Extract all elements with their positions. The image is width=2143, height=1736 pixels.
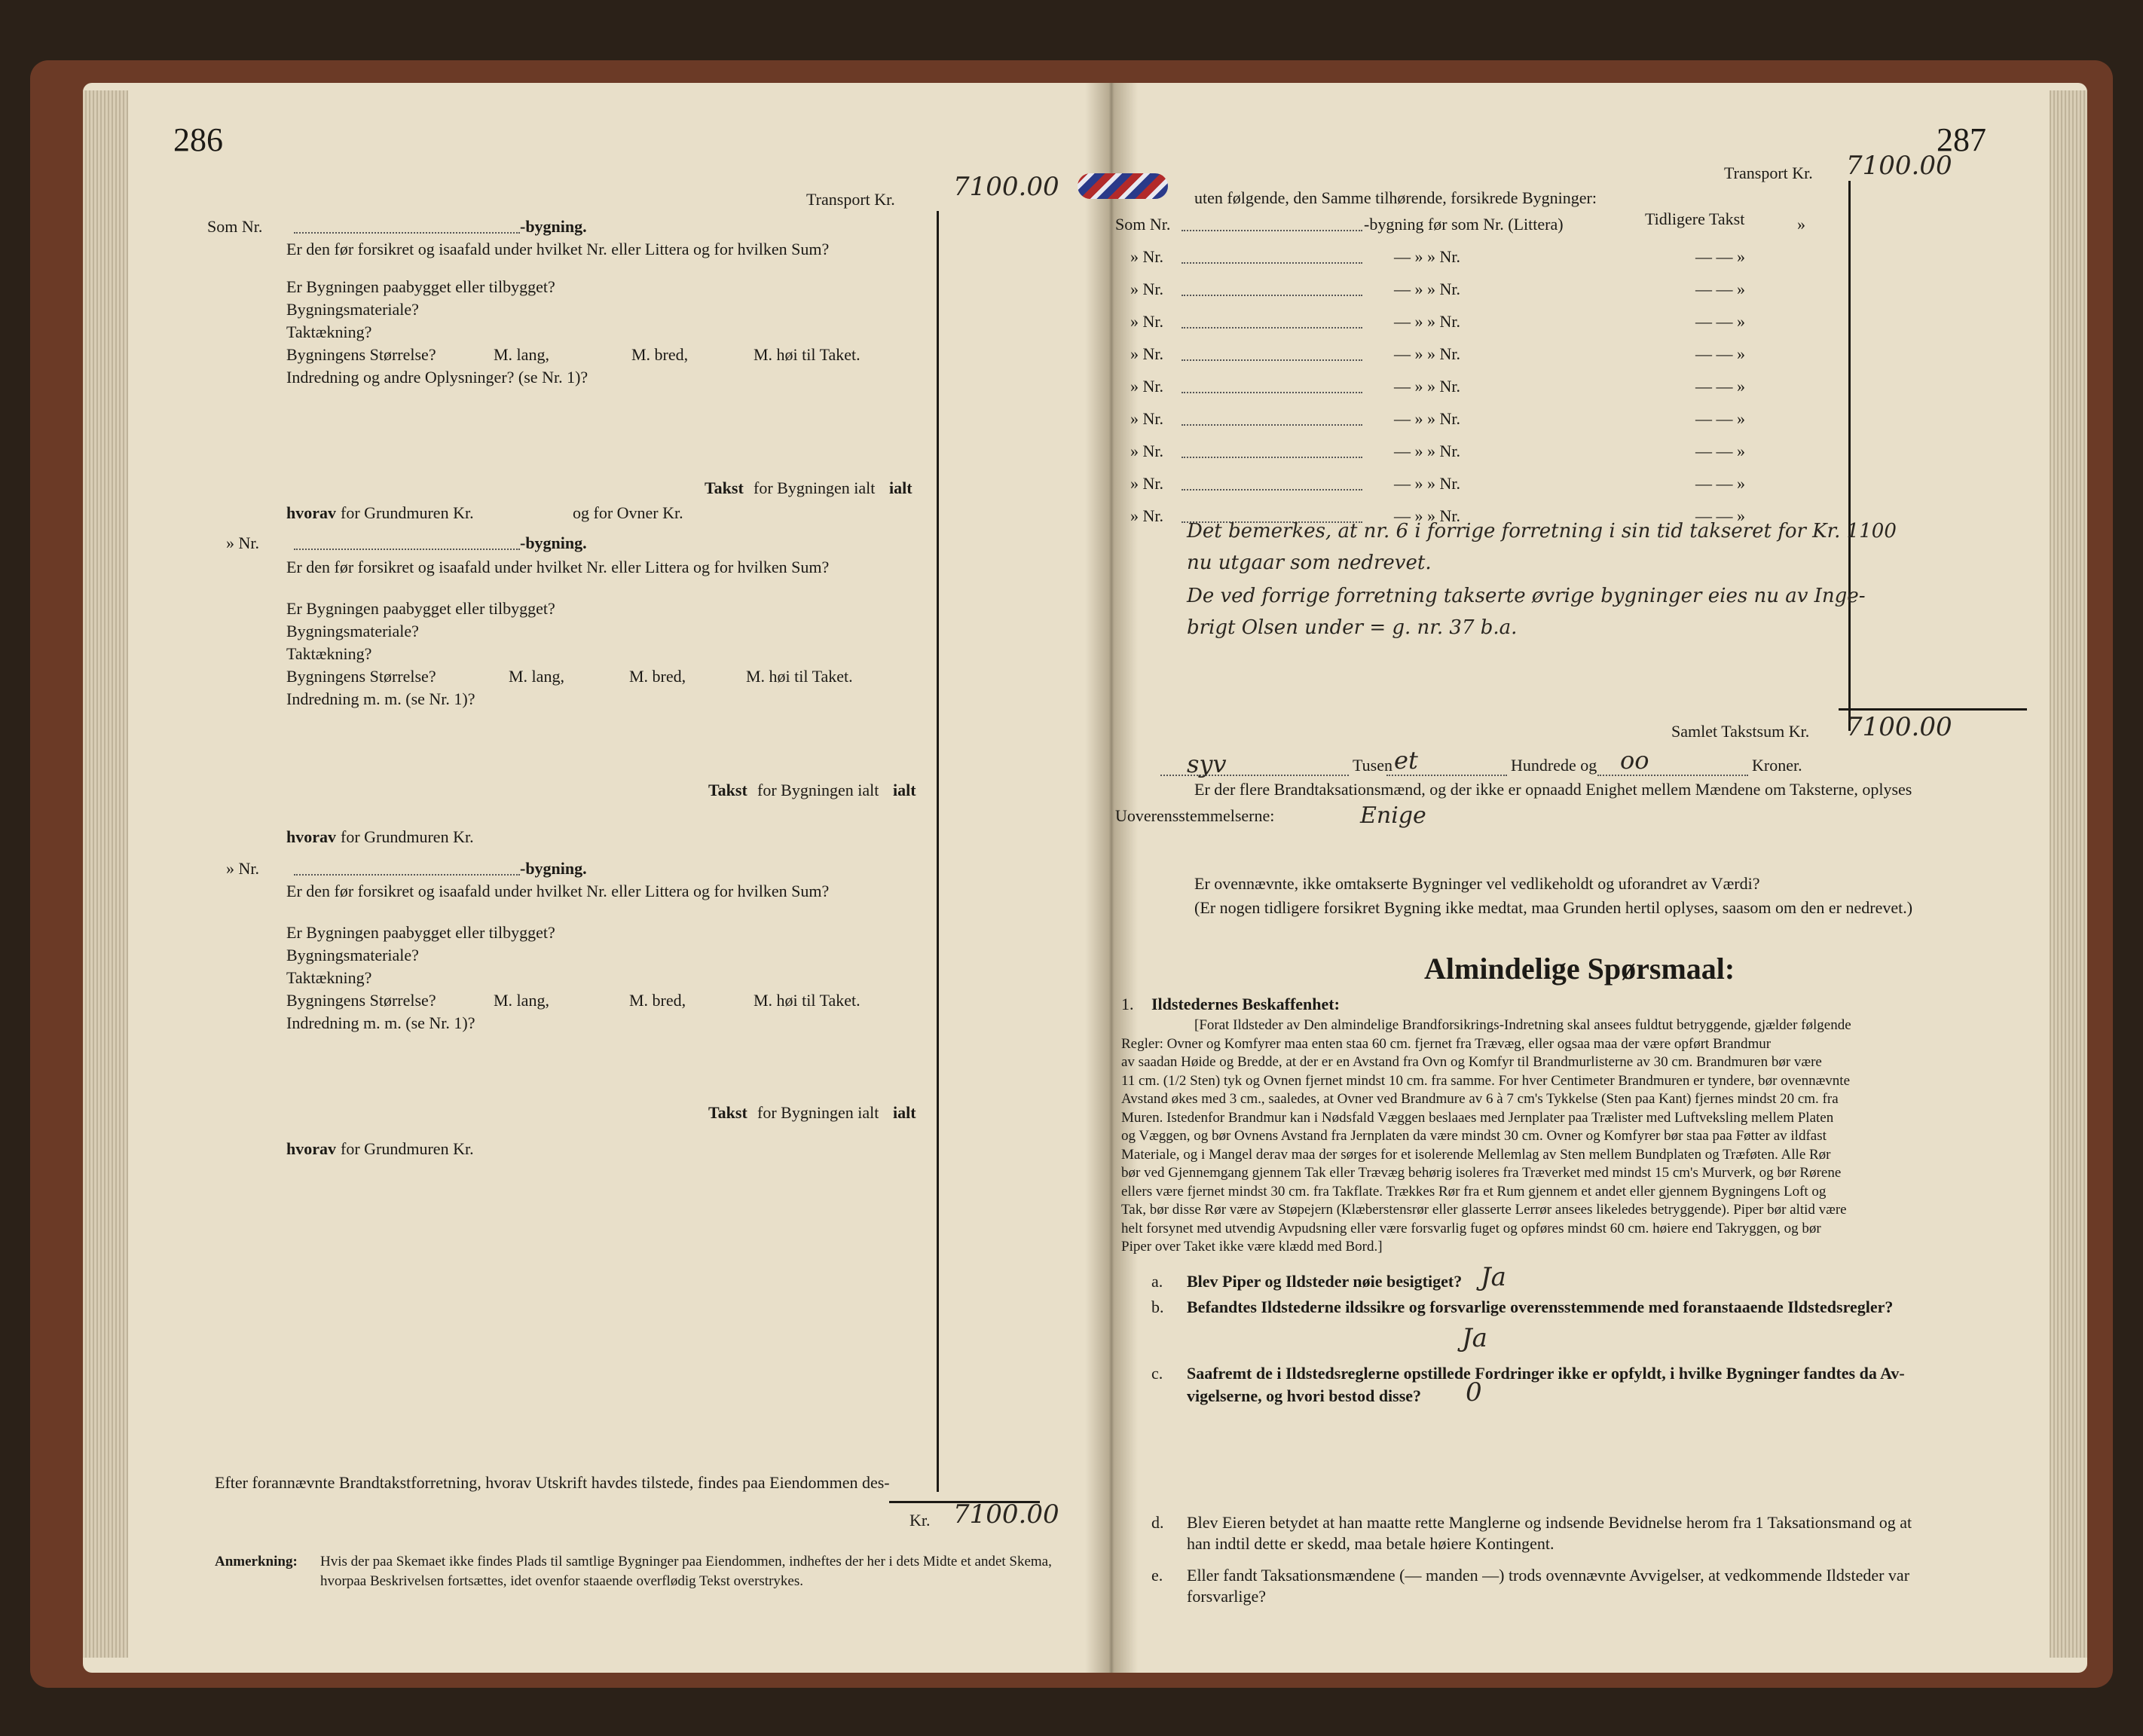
hand-note-3: De ved forrige forretning takserte øvrige bygninger eies nu av Inge-: [1187, 585, 1866, 607]
s2-nr-line: [294, 549, 520, 550]
s1-bred: M. bred,: [631, 345, 689, 364]
s1-roof: Taktækning?: [286, 322, 372, 341]
s1-interior: Indredning og andre Oplysninger? (se Nr. 1)?: [286, 368, 588, 387]
row-nr-line: [1182, 295, 1362, 296]
s1-takst-rest: for Bygningen ialt: [754, 478, 876, 497]
s2-interior: Indredning m. m. (se Nr. 1)?: [286, 689, 475, 708]
total-amount-left: 7100.00: [953, 1499, 1059, 1530]
qe-text-1: Eller fandt Taksationsmændene (— manden —) trods ovennævnte Avvigelser, at vedkommende Ildsteder var: [1187, 1566, 1910, 1585]
after-text: Efter forannævnte Brandtakstforretning, hvorav Utskrift havdes tilstede, findes paa Eiendommen des-: [215, 1473, 890, 1492]
amount-words-1: syv: [1187, 750, 1227, 778]
row-prefix: » Nr.: [1130, 409, 1163, 428]
transport-label-left: Transport Kr.: [806, 190, 895, 209]
s2-hvorav: hvorav: [286, 827, 336, 846]
qb-text: Befandtes Ildstederne ildssikre og forsvarlige overensstemmende med foranstaaende Ildstedsregler?: [1187, 1297, 1894, 1316]
s1-ovner: og for Ovner Kr.: [573, 503, 683, 522]
s2-takst-label: Takst: [708, 781, 747, 799]
uoverens-answer: Enige: [1360, 802, 1426, 829]
s3-grundmuren: for Grundmuren Kr.: [341, 1139, 474, 1158]
q-vedlike: Er ovennævnte, ikke omtakserte Bygninger vel vedlikeholdt og uforandret av Værdi?: [1194, 874, 1760, 893]
intro-text: uten følgende, den Samme tilhørende, forsikrede Bygninger:: [1194, 188, 1597, 207]
s3-hoi: M. høi til Taket.: [754, 991, 861, 1010]
s1-size: Bygningens Størrelse?: [286, 345, 436, 364]
s3-bred: M. bred,: [629, 991, 686, 1010]
qe-text-2: forsvarlige?: [1187, 1587, 1267, 1606]
rule-line: Piper over Taket ikke være klædd med Bord.]: [1121, 1239, 1383, 1255]
s3-lang: M. lang,: [494, 991, 549, 1010]
uoverens-label: Uoverensstemmelserne:: [1115, 806, 1275, 825]
qa-answer: Ja: [1481, 1262, 1506, 1292]
transport-amount-left: 7100.00: [953, 172, 1059, 202]
row-nr-line: [1182, 489, 1362, 491]
row-mid: — » » Nr.: [1394, 312, 1460, 331]
row-end: — — »: [1695, 280, 1745, 298]
s3-takst-ialt: ialt: [893, 1103, 916, 1122]
row-end: — — »: [1695, 409, 1745, 428]
samlet-amount: 7100.00: [1846, 712, 1952, 742]
s3-q-built: Er Bygningen paabygget eller tilbygget?: [286, 923, 555, 942]
row-prefix: » Nr.: [1130, 474, 1163, 493]
table-header: -bygning før som Nr. (Littera): [1364, 215, 1564, 234]
rule-line: Tak, bør disse Rør være av Støpejern (Klæberstensrør eller glasserte Lerrør ansees likeledes betryggende). Piper bør altid være: [1121, 1202, 1847, 1218]
qb-answer: Ja: [1462, 1323, 1487, 1353]
page-number-right: 287: [1937, 121, 1986, 158]
table-header-end: »: [1797, 215, 1805, 234]
row-prefix: » Nr.: [1130, 506, 1163, 525]
row-end: — — »: [1695, 247, 1745, 266]
sec1-number: 1.: [1121, 995, 1134, 1013]
qc-text-2: vigelserne, og hvori bestod disse?: [1187, 1386, 1422, 1405]
bookmark-ribbon: [1078, 173, 1168, 199]
s2-takst-ialt: ialt: [893, 781, 916, 799]
note-line1: Hvis der paa Skemaet ikke findes Plads til samtlige Bygninger paa Eiendommen, indheftes der her i dets Midte et andet Skema,: [320, 1554, 1052, 1569]
row-mid: — » » Nr.: [1394, 506, 1460, 525]
words-line-1: [1160, 775, 1349, 776]
row-nr-line: [1182, 424, 1362, 426]
tusen-label: Tusen: [1353, 756, 1392, 775]
s2-bred: M. bred,: [629, 667, 686, 686]
s3-takst-label: Takst: [708, 1103, 747, 1122]
row-end: — — »: [1695, 506, 1745, 525]
table-som-nr: Som Nr.: [1115, 215, 1171, 234]
row-end: — — »: [1695, 442, 1745, 460]
row-nr-line: [1182, 392, 1362, 393]
qe-label: e.: [1151, 1566, 1163, 1585]
rule-line: Avstand økes med 3 cm., saaledes, at Ovner ved Brandmure av 6 à 7 cm's Tykkelse (Sten paa Kant) fjernes mindst 20 cm. fra: [1121, 1091, 1839, 1107]
hand-note-4: brigt Olsen under = g. nr. 37 b.a.: [1187, 616, 1518, 639]
hundrede-label: Hundrede og: [1511, 756, 1597, 775]
transport-label-right: Transport Kr.: [1724, 164, 1813, 182]
qd-text-1: Blev Eieren betydet at han maatte rette Manglerne og indsende Bevidnelse herom fra 1 Taksationsmand og at: [1187, 1513, 1912, 1532]
rule-line: Muren. Istedenfor Brandmur kan i Nødsfald Væggen beslaaes med Jernplater paa Trælister med Luftveksling mellem Platen: [1121, 1109, 1834, 1126]
rule-line: 11 cm. (1/2 Sten) tyk og Ovnen fjernet mindst 10 cm. fra samme. For hver Centimeter Brandmuren er tyndere, bør ovennævnte: [1121, 1072, 1850, 1089]
note-line2: hvorpaa Beskrivelsen fortsættes, idet ovenfor staaende overflødig Tekst overstrykes.: [320, 1573, 803, 1589]
s2-bygning: -bygning.: [520, 533, 587, 552]
amount-words-3: oo: [1620, 746, 1649, 775]
qa-text: Blev Piper og Ildsteder nøie besigtiget?: [1187, 1272, 1463, 1291]
q-vedlike-2: (Er nogen tidligere forsikret Bygning ikke medtat, maa Grunden hertil oplyses, saasom om den er nedrevet.): [1194, 898, 1913, 917]
s2-size: Bygningens Størrelse?: [286, 667, 436, 686]
s3-size: Bygningens Størrelse?: [286, 991, 436, 1010]
s3-hvorav: hvorav: [286, 1139, 336, 1158]
s3-nr-line: [294, 874, 520, 876]
s1-prefix: Som Nr.: [207, 217, 263, 236]
row-mid: — » » Nr.: [1394, 247, 1460, 266]
s2-prefix: » Nr.: [226, 533, 259, 552]
row-mid: — » » Nr.: [1394, 474, 1460, 493]
row-mid: — » » Nr.: [1394, 280, 1460, 298]
s3-interior: Indredning m. m. (se Nr. 1)?: [286, 1013, 475, 1032]
s3-q-prior: Er den før forsikret og isaafald under hvilket Nr. eller Littera og for hvilken Sum?: [286, 882, 830, 900]
page-number-left: 286: [173, 121, 223, 158]
s1-takst-ialt: ialt: [889, 478, 913, 497]
row-mid: — » » Nr.: [1394, 344, 1460, 363]
s1-lang: M. lang,: [494, 345, 549, 364]
s1-q-built: Er Bygningen paabygget eller tilbygget?: [286, 277, 555, 296]
q-flere: Er der flere Brandtaksationsmænd, og der ikke er opnaadd Enighet mellem Mændene om Taksterne, oplyses: [1194, 780, 1912, 799]
kr-label-left: Kr.: [909, 1511, 931, 1530]
rule-line: av saadan Høide og Bredde, at der er en Avstand fra Ovn og Komfyr til Brandmurlisterne av 30 cm. Brandmuren bør være: [1121, 1054, 1822, 1070]
row-end: — — »: [1695, 344, 1745, 363]
s2-roof: Taktækning?: [286, 644, 372, 663]
qd-label: d.: [1151, 1513, 1164, 1532]
table-header-nr-line: [1182, 230, 1362, 231]
row-end: — — »: [1695, 377, 1745, 396]
qd-text-2: han indtil dette er skedd, maa betale høiere Kontingent.: [1187, 1534, 1555, 1553]
qc-text-1: Saafremt de i Ildstedsreglerne opstillede Fordringer ikke er opfyldt, i hvilke Bygninger fandtes da Av-: [1187, 1364, 1905, 1383]
s2-material: Bygningsmateriale?: [286, 622, 419, 640]
s1-grundmuren: for Grundmuren Kr.: [341, 503, 474, 522]
row-prefix: » Nr.: [1130, 280, 1163, 298]
rule-line: og Væggen, og bør Ovnens Avstand fra Jernplaten da være mindst 30 cm. Ovner og Komfyrer bør staa paa Føtter av ildfast: [1121, 1128, 1827, 1144]
words-line-2: [1386, 775, 1507, 776]
s1-q-prior: Er den før forsikret og isaafald under hvilket Nr. eller Littera og for hvilken Sum?: [286, 240, 830, 258]
qa-label: a.: [1151, 1272, 1163, 1291]
page-edges-left: [83, 90, 128, 1658]
row-prefix: » Nr.: [1130, 377, 1163, 396]
qb-label: b.: [1151, 1297, 1164, 1316]
kroner-label: Kroner.: [1752, 756, 1802, 775]
qc-answer: 0: [1466, 1377, 1482, 1407]
s1-nr-line: [294, 232, 520, 234]
s1-hoi: M. høi til Taket.: [754, 345, 861, 364]
qc-label: c.: [1151, 1364, 1163, 1383]
words-line-3: [1597, 775, 1748, 776]
s2-hoi: M. høi til Taket.: [746, 667, 853, 686]
row-prefix: » Nr.: [1130, 344, 1163, 363]
s2-q-prior: Er den før forsikret og isaafald under hvilket Nr. eller Littera og for hvilken Sum?: [286, 558, 830, 576]
sec1-title: Ildstedernes Beskaffenhet:: [1151, 995, 1340, 1013]
s3-prefix: » Nr.: [226, 859, 259, 878]
row-prefix: » Nr.: [1130, 312, 1163, 331]
row-prefix: » Nr.: [1130, 442, 1163, 460]
row-nr-line: [1182, 457, 1362, 458]
row-prefix: » Nr.: [1130, 247, 1163, 266]
s3-bygning: -bygning.: [520, 859, 587, 878]
s1-bygning: -bygning.: [520, 217, 587, 236]
s2-takst-rest: for Bygningen ialt: [757, 781, 879, 799]
amount-words-2: et: [1394, 746, 1418, 775]
section-heading: Almindelige Spørsmaal:: [1424, 952, 1735, 986]
hand-note-1: Det bemerkes, at nr. 6 i forrige forretning i sin tid takseret for Kr. 1100: [1187, 520, 1897, 542]
s2-q-built: Er Bygningen paabygget eller tilbygget?: [286, 599, 555, 618]
s1-takst-label: Takst: [705, 478, 744, 497]
rule-line: [Forat Ildsteder av Den almindelige Brandforsikrings-Indretning skal ansees fuldtut betryggende, gjælder følgende: [1194, 1017, 1851, 1033]
row-mid: — » » Nr.: [1394, 409, 1460, 428]
row-nr-line: [1182, 262, 1362, 264]
subtotal-rule-right: [1839, 708, 2027, 711]
samlet-label: Samlet Takstsum Kr.: [1671, 722, 1810, 741]
row-nr-line: [1182, 359, 1362, 361]
s3-roof: Taktækning?: [286, 968, 372, 987]
rule-line: bør ved Gjennemgang gjennem Tak eller Trævæg behørig isoleres fra Træverket med mindst 15 cm's Murverk, og bør Rørene: [1121, 1165, 1842, 1181]
hand-note-2: nu utgaar som nedrevet.: [1187, 552, 1432, 574]
table-tidligere: Tidligere Takst: [1645, 209, 1745, 228]
row-end: — — »: [1695, 474, 1745, 493]
rule-line: helt forsynet med utvendig Avpudsning eller være forsvarlig fuget og opføres mindst 60 cm. høiere end Takryggen, og bør: [1121, 1220, 1821, 1236]
note-label: Anmerkning:: [215, 1554, 298, 1569]
row-end: — — »: [1695, 312, 1745, 331]
s1-hvorav: hvorav: [286, 503, 336, 522]
row-mid: — » » Nr.: [1394, 442, 1460, 460]
s2-grundmuren: for Grundmuren Kr.: [341, 827, 474, 846]
page-edges-right: [2050, 90, 2087, 1658]
rule-line: Materiale, og i Mangel derav maa der sørges for et isolerende Mellemlag av Sten mellem Bundplaten og Træføten. Alle Rør: [1121, 1146, 1831, 1163]
s3-material: Bygningsmateriale?: [286, 946, 419, 964]
row-mid: — » » Nr.: [1394, 377, 1460, 396]
row-nr-line: [1182, 327, 1362, 329]
rule-line: Regler: Ovner og Komfyrer maa enten staa 60 cm. fjernet fra Trævæg, eller ogsaa maa der være opført Brandmur: [1121, 1035, 1772, 1052]
s3-takst-rest: for Bygningen ialt: [757, 1103, 879, 1122]
amount-column-line-left: [937, 211, 939, 1492]
rule-line: ellers være fjernet mindst 30 cm. fra Takflate. Trækkes Rør fra et Rum gjennem et andet eller gjennem Bygningens Loft og: [1121, 1183, 1827, 1200]
s1-material: Bygningsmateriale?: [286, 300, 419, 319]
amount-column-line-right: [1848, 181, 1851, 731]
transport-amount-right: 7100.00: [1846, 151, 1952, 181]
s2-lang: M. lang,: [509, 667, 564, 686]
